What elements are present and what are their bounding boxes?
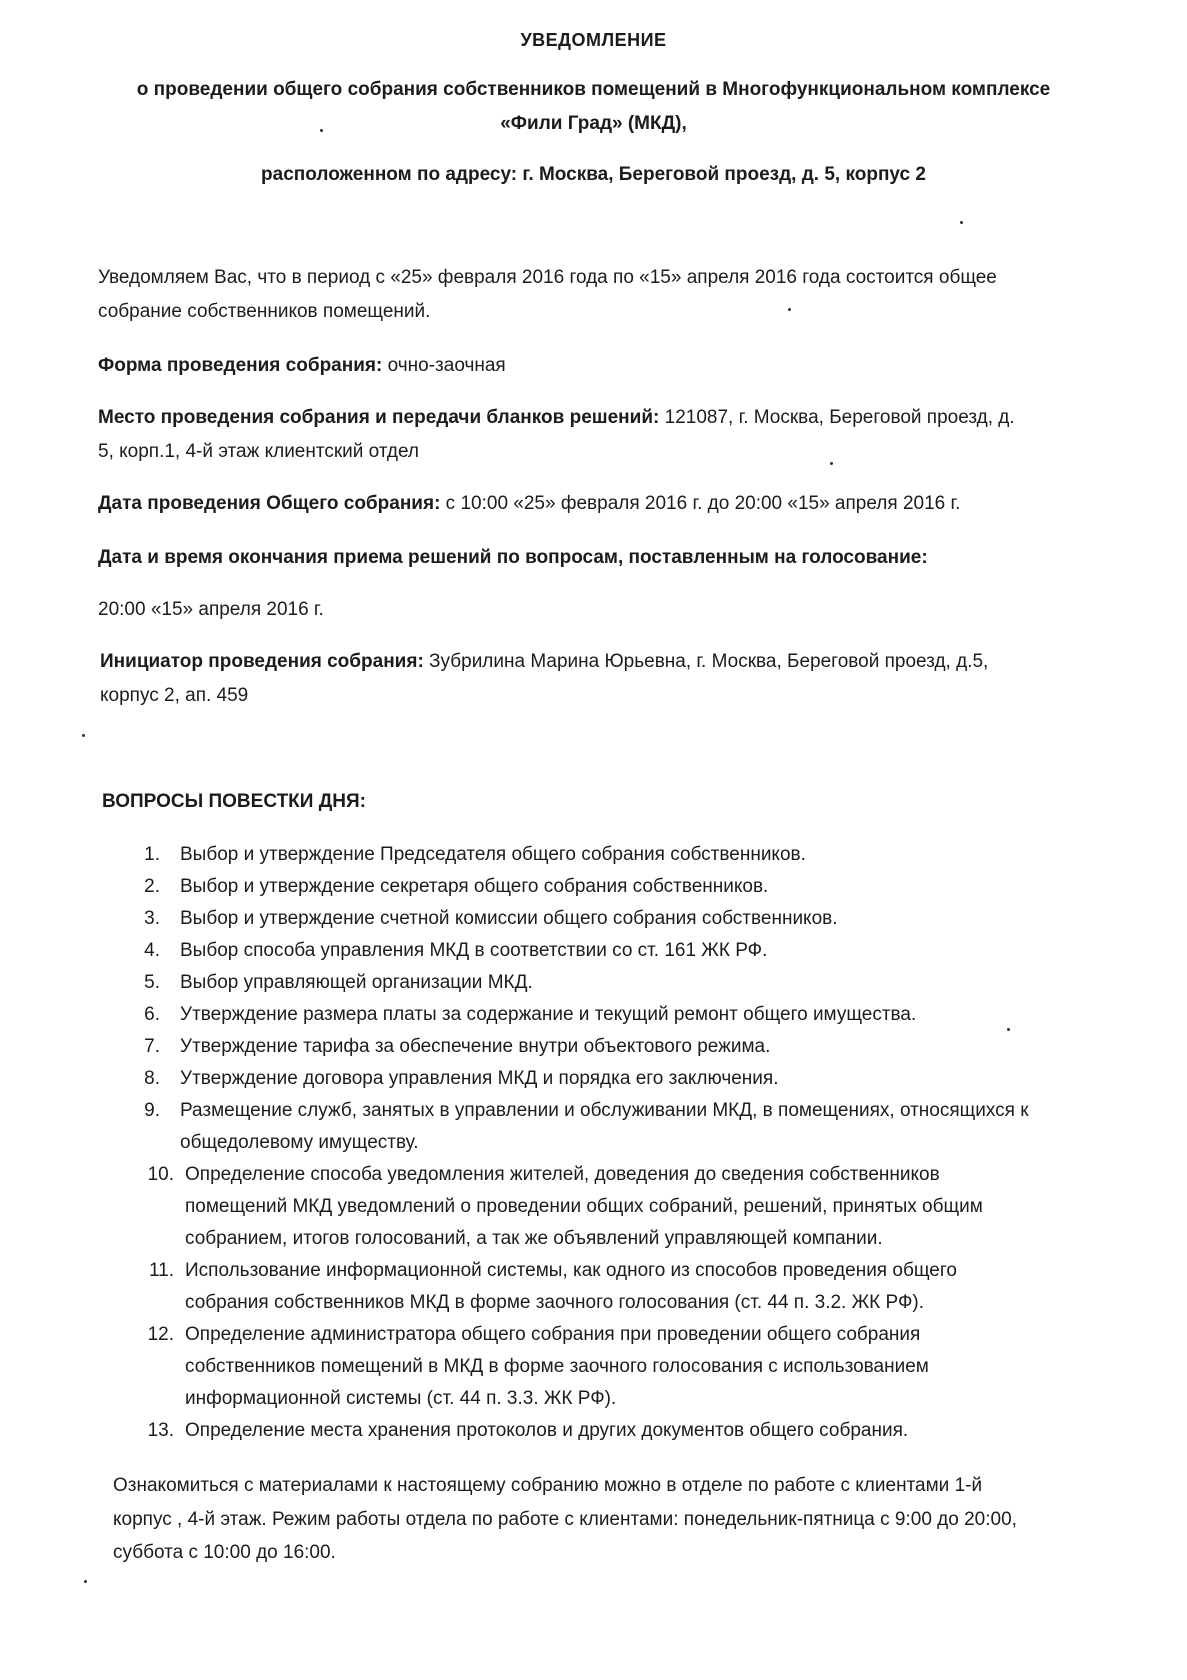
agenda-item-number: 5. (144, 972, 160, 993)
initiator-value-line2: корпус 2, ап. 459 (100, 685, 249, 706)
agenda-item-text: помещений МКД уведомлений о проведении общих собраний, решений, принятых общим (185, 1196, 983, 1217)
meeting-date (98, 492, 960, 516)
agenda-item-number: 8. (144, 1068, 160, 1089)
footer-line2: корпус , 4-й этаж. Режим работы отдела по работе с клиентами: понедельник-пятница с 9:00 до 20:00, (113, 1509, 1017, 1530)
agenda-item-number: 3. (144, 908, 160, 929)
scan-speck (320, 129, 323, 132)
document-title: УВЕДОМЛЕНИЕ (520, 30, 667, 50)
agenda-item-text: Выбор и утверждение секретаря общего собрания собственников. (180, 876, 769, 897)
agenda-item-text: собранием, итогов голосований, а так же объявлений управляющей компании. (185, 1228, 883, 1249)
scan-speck (84, 1580, 87, 1583)
agenda-item-number: 12. (147, 1324, 174, 1345)
scan-speck (830, 462, 833, 465)
agenda-item-number: 6. (144, 1004, 160, 1025)
initiator-label: Инициатор проведения собрания: (100, 651, 424, 672)
agenda-item-number: 1. (144, 844, 160, 865)
scan-speck (960, 221, 963, 224)
agenda-item-text: Выбор и утверждение Председателя общего собрания собственников. (180, 844, 806, 865)
agenda-item-text: Утверждение тарифа за обеспечение внутри объектового режима. (180, 1036, 771, 1057)
footer-line1: Ознакомиться с материалами к настоящему собранию можно в отделе по работе с клиентами 1-й (113, 1475, 983, 1496)
agenda-item-number: 9. (144, 1100, 160, 1121)
scan-speck (788, 308, 791, 311)
agenda-item-number: 13. (147, 1420, 174, 1441)
scan-speck (1007, 1028, 1010, 1031)
agenda-item-text: собственников помещений в МКД в форме заочного голосования с использованием (185, 1356, 929, 1377)
agenda-item-text: Утверждение размера платы за содержание и текущий ремонт общего имущества. (180, 1004, 917, 1025)
document-subtitle-line1: о проведении общего собрания собственников помещений в Многофункциональном комплексе (136, 79, 1051, 100)
meeting-place (98, 406, 1015, 430)
agenda-item-text: Определение места хранения протоколов и других документов общего собрания. (185, 1420, 909, 1441)
initiator (100, 650, 988, 674)
agenda-item-text: Выбор управляющей организации МКД. (180, 972, 533, 993)
agenda-item-text: собрания собственников МКД в форме заочного голосования (ст. 44 п. 3.2. ЖК РФ). (185, 1292, 925, 1313)
meeting-date-value: с 10:00 «25» февраля 2016 г. до 20:00 «15» апреля 2016 г. (440, 493, 961, 514)
agenda-item-number: 2. (144, 876, 160, 897)
agenda-item-number: 4. (144, 940, 160, 961)
agenda-item-number: 7. (144, 1036, 160, 1057)
deadline-value: 20:00 «15» апреля 2016 г. (98, 599, 324, 620)
footer-line3: суббота с 10:00 до 16:00. (113, 1542, 336, 1563)
initiator-value-line1: Зубрилина Марина Юрьевна, г. Москва, Береговой проезд, д.5, (423, 651, 989, 672)
agenda-item-text: Выбор способа управления МКД в соответствии со ст. 161 ЖК РФ. (180, 940, 768, 961)
agenda-item-text: Выбор и утверждение счетной комиссии общего собрания собственников. (180, 908, 838, 929)
agenda-heading: ВОПРОСЫ ПОВЕСТКИ ДНЯ: (102, 791, 366, 812)
meeting-place-value-line1: 121087, г. Москва, Береговой проезд, д. (659, 407, 1015, 428)
meeting-form (98, 354, 506, 378)
meeting-date-label: Дата проведения Общего собрания: (98, 493, 441, 514)
agenda-item-number: 11. (148, 1260, 174, 1281)
intro-line2: собрание собственников помещений. (98, 301, 431, 322)
meeting-place-label: Место проведения собрания и передачи бланков решений: (98, 407, 660, 428)
document-subtitle-line2: «Фили Град» (МКД), (500, 113, 687, 134)
intro-line1: Уведомляем Вас, что в период с «25» февраля 2016 года по «15» апреля 2016 года состоится общее (98, 267, 997, 288)
meeting-place-value-line2: 5, корп.1, 4-й этаж клиентский отдел (98, 441, 420, 462)
meeting-form-value: очно-заочная (382, 355, 506, 376)
agenda-item-text: Размещение служб, занятых в управлении и обслуживании МКД, в помещениях, относящихся к (180, 1100, 1029, 1121)
agenda-item-text: Утверждение договора управления МКД и порядка его заключения. (180, 1068, 779, 1089)
meeting-form-label: Форма проведения собрания: (98, 355, 383, 376)
agenda-item-text: Определение способа уведомления жителей, доведения до сведения собственников (185, 1164, 940, 1185)
deadline-label: Дата и время окончания приема решений по вопросам, поставленным на голосование: (98, 547, 928, 568)
agenda-item-text: информационной системы (ст. 44 п. 3.3. ЖК РФ). (185, 1388, 617, 1409)
agenda-item-text: Определение администратора общего собрания при проведении общего собрания (185, 1324, 921, 1345)
document-address: расположенном по адресу: г. Москва, Береговой проезд, д. 5, корпус 2 (261, 164, 926, 185)
agenda-item-number: 10. (147, 1164, 174, 1185)
agenda-item-text: Использование информационной системы, как одного из способов проведения общего (185, 1260, 957, 1281)
scan-speck (82, 734, 85, 737)
agenda-item-text: общедолевому имуществу. (180, 1132, 419, 1153)
